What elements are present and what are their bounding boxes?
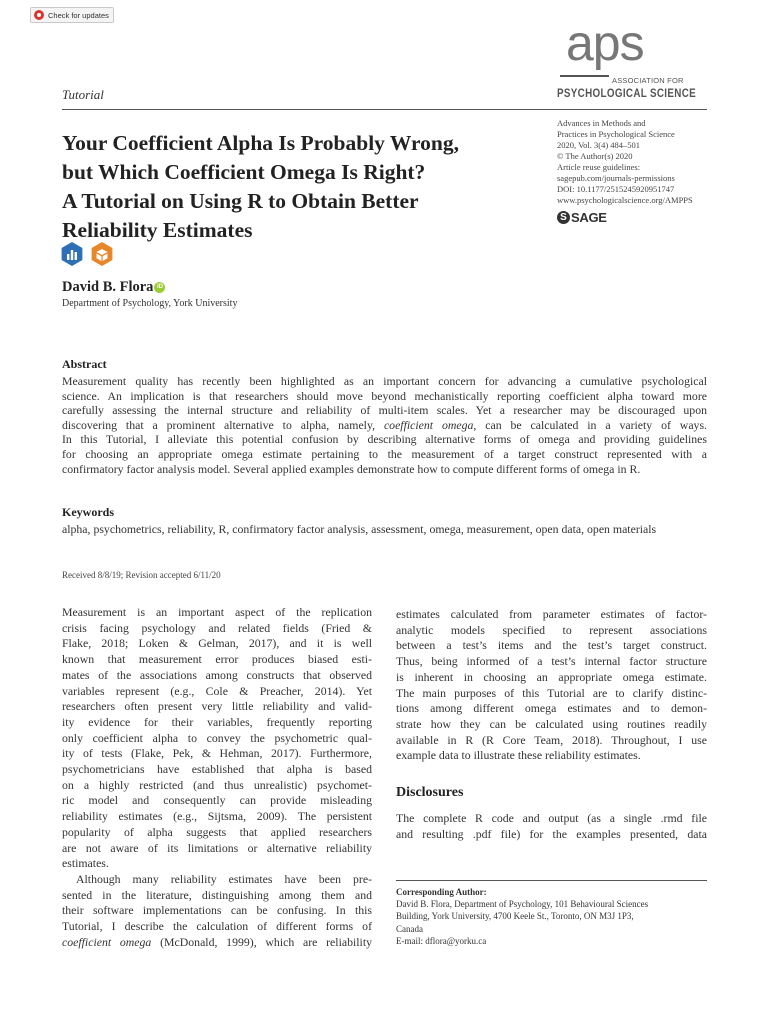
body-line: psychometricians have established that alpha is based [62, 762, 372, 777]
body-emphasis: coefficient omega [62, 934, 152, 949]
body-line: Tutorial, I describe the calculation of different forms of [62, 919, 372, 934]
body-line [62, 935, 372, 951]
abstract-line: In this Tutorial, I alleviate this potential confusion by describing alternative forms of omega and providing guidelines [62, 432, 707, 447]
body-column-left [62, 605, 372, 950]
body-line: only coefficient alpha to convey the psychometric qual- [62, 730, 372, 745]
header-rule [62, 109, 707, 110]
body-line: on a highly restricted (and thus unrealistic) psychomet- [62, 777, 372, 792]
body-line: strate how they can be calculated using routines readily [396, 716, 707, 731]
body-line: researchers often present very little reliability and valid- [62, 699, 372, 714]
sage-logo-text: SAGE [571, 210, 607, 225]
body-line: Measurement is an important aspect of the replication [62, 605, 372, 619]
doi-link[interactable]: DOI: 10.1177/2515245920951747 [557, 184, 675, 194]
check-updates-icon [34, 10, 44, 20]
keywords-heading: Keywords [62, 505, 114, 519]
sage-logo-mark: S [557, 211, 570, 224]
aps-logo [566, 20, 662, 70]
body-line: tions among different omega estimates and to demon- [396, 701, 707, 716]
body-line: their software implementations can be confusing. In this [62, 903, 372, 918]
body-line: example data to illustrate these reliability estimates. [396, 748, 641, 763]
permissions-link[interactable]: sagepub.com/journals-permissions [557, 173, 675, 183]
body-line: between a test’s items and the test’s target construct. [396, 638, 707, 653]
body-line: Although many reliability estimates have been pre- [76, 871, 372, 886]
body-line: crisis facing psychology and related fields (Fried & [62, 620, 372, 635]
copyright: © The Author(s) 2020 [557, 151, 633, 161]
check-for-updates-label: Check for updates [48, 10, 109, 20]
body-line: known that measurement error produces biased esti- [62, 652, 372, 667]
body-line: analytic models specified to represent associations [396, 622, 707, 637]
orcid-icon[interactable]: iD [154, 282, 165, 293]
abstract-emphasis: coefficient omega [383, 417, 474, 432]
disclosures-heading: Disclosures [396, 785, 464, 800]
body-line: reliability estimates (e.g., Sijtsma, 2009). The persistent [62, 809, 372, 824]
abstract-line: for choosing an appropriate omega estimate pertaining to the measurement of a target construct represented with a [62, 446, 707, 461]
corresponding-author-heading: Corresponding Author: [396, 887, 487, 897]
body-line: sented in the literature, distinguishing among them and [62, 887, 372, 902]
check-for-updates-button[interactable] [30, 7, 114, 23]
aps-logo-word: aps [566, 20, 644, 70]
corresponding-author [396, 886, 707, 947]
body-line: are not aware of its limitations or alternative reliability [62, 840, 372, 855]
abstract-line: science. An implication is that researchers should move beyond mechanistically reporting coefficient alpha toward more [62, 388, 707, 403]
title-line: Your Coefficient Alpha Is Probably Wrong, [62, 131, 460, 155]
journal-volume: 2020, Vol. 3(4) 484–501 [557, 140, 641, 150]
body-line: available in R (R Core Team, 2018). Throughout, I use [396, 732, 707, 747]
footnote-rule [396, 880, 707, 881]
body-line: and resulting .pdf file) for the examples presented, data [396, 826, 707, 841]
body-line: ity evidence for their variables, frequently reporting [62, 714, 372, 729]
body-line: Thus, being informed of a test’s internal factor structure [396, 654, 707, 669]
body-line: estimates calculated from parameter estimates of factor- [396, 607, 707, 621]
open-materials-badge-icon[interactable] [91, 242, 113, 266]
title-line: Reliability Estimates [62, 218, 253, 242]
journal-name-line1: Advances in Methods and [557, 118, 646, 128]
abstract-line: carefully assessing the internal structure and reliability of multi-item scales. Yet a researcher may be discouraged upon [62, 403, 707, 418]
abstract-line: confirmatory factor analysis model. Several applied examples demonstrate how to compute different forms of omega in R. [62, 461, 641, 476]
corresponding-author-line: Building, York University, 4700 Keele St., Toronto, ON M3J 1P3, [396, 911, 634, 922]
sage-logo [557, 210, 607, 225]
body-line: mates of the associations among constructs that observed [62, 667, 372, 682]
abstract-body [62, 374, 707, 476]
body-line: is inherent in choosing an appropriate omega estimate. [396, 669, 707, 684]
received-dates: Received 8/8/19; Revision accepted 6/11/20 [62, 570, 221, 580]
abstract-heading: Abstract [62, 357, 107, 371]
body-line-part: (McDonald, 1999), which are reliability [151, 934, 372, 949]
body-line: variables represent (e.g., Cole & Preacher, 2014). Yet [62, 683, 372, 698]
body-line: Flake, 2018; Loken & Gelman, 2017), and it is well [62, 636, 372, 651]
reuse-label: Article reuse guidelines: [557, 162, 641, 172]
abstract-line-part: discovering that a prominent alternative to alpha, namely, [62, 417, 376, 432]
author-name-text: David B. Flora [62, 279, 154, 295]
corresponding-author-line: Canada [396, 923, 423, 934]
abstract-line [62, 418, 707, 433]
article-title [62, 129, 552, 245]
body-line: The complete R code and output (as a single .rmd file [396, 811, 707, 825]
title-line: A Tutorial on Using R to Obtain Better [62, 189, 419, 213]
author-affiliation: Department of Psychology, York University [62, 298, 238, 309]
journal-name-line2: Practices in Psychological Science [557, 129, 675, 139]
corresponding-author-email[interactable]: E-mail: dflora@yorku.ca [396, 935, 487, 946]
body-line: ity of tests (Flake, Pek, & Hehman, 2017). Furthermore, [62, 746, 372, 761]
abstract-line: Measurement quality has recently been highlighted as an important concern for advancing a cumulative psychological [62, 374, 707, 388]
open-data-badge-icon[interactable] [61, 242, 83, 266]
author-name [62, 279, 165, 296]
journal-meta [557, 118, 757, 206]
logo-rule [560, 75, 609, 77]
body-line: estimates. [62, 856, 109, 871]
keywords-list: alpha, psychometrics, reliability, R, confirmatory factor analysis, assessment, omega, measurement, open data, open materials [62, 522, 657, 536]
body-column-right [396, 607, 707, 764]
title-line: but Which Coefficient Omega Is Right? [62, 160, 426, 184]
abstract-line-part: , can be calculated in a variety of ways. [473, 417, 707, 432]
journal-url-link[interactable]: www.psychologicalscience.org/AMPPS [557, 195, 693, 205]
logo-association-text: ASSOCIATION FOR [612, 76, 684, 85]
body-line: The main purposes of this Tutorial are to clarify distinc- [396, 685, 707, 700]
body-line: popularity of alpha suggests that applied researchers [62, 824, 372, 839]
logo-psych-science-text: PSYCHOLOGICAL SCIENCE [557, 86, 697, 100]
body-line: ric model and consequently can provide misleading [62, 793, 372, 808]
corresponding-author-line: David B. Flora, Department of Psychology, 101 Behavioural Sciences [396, 899, 649, 910]
disclosures-body [396, 811, 707, 842]
article-type: Tutorial [62, 87, 104, 102]
